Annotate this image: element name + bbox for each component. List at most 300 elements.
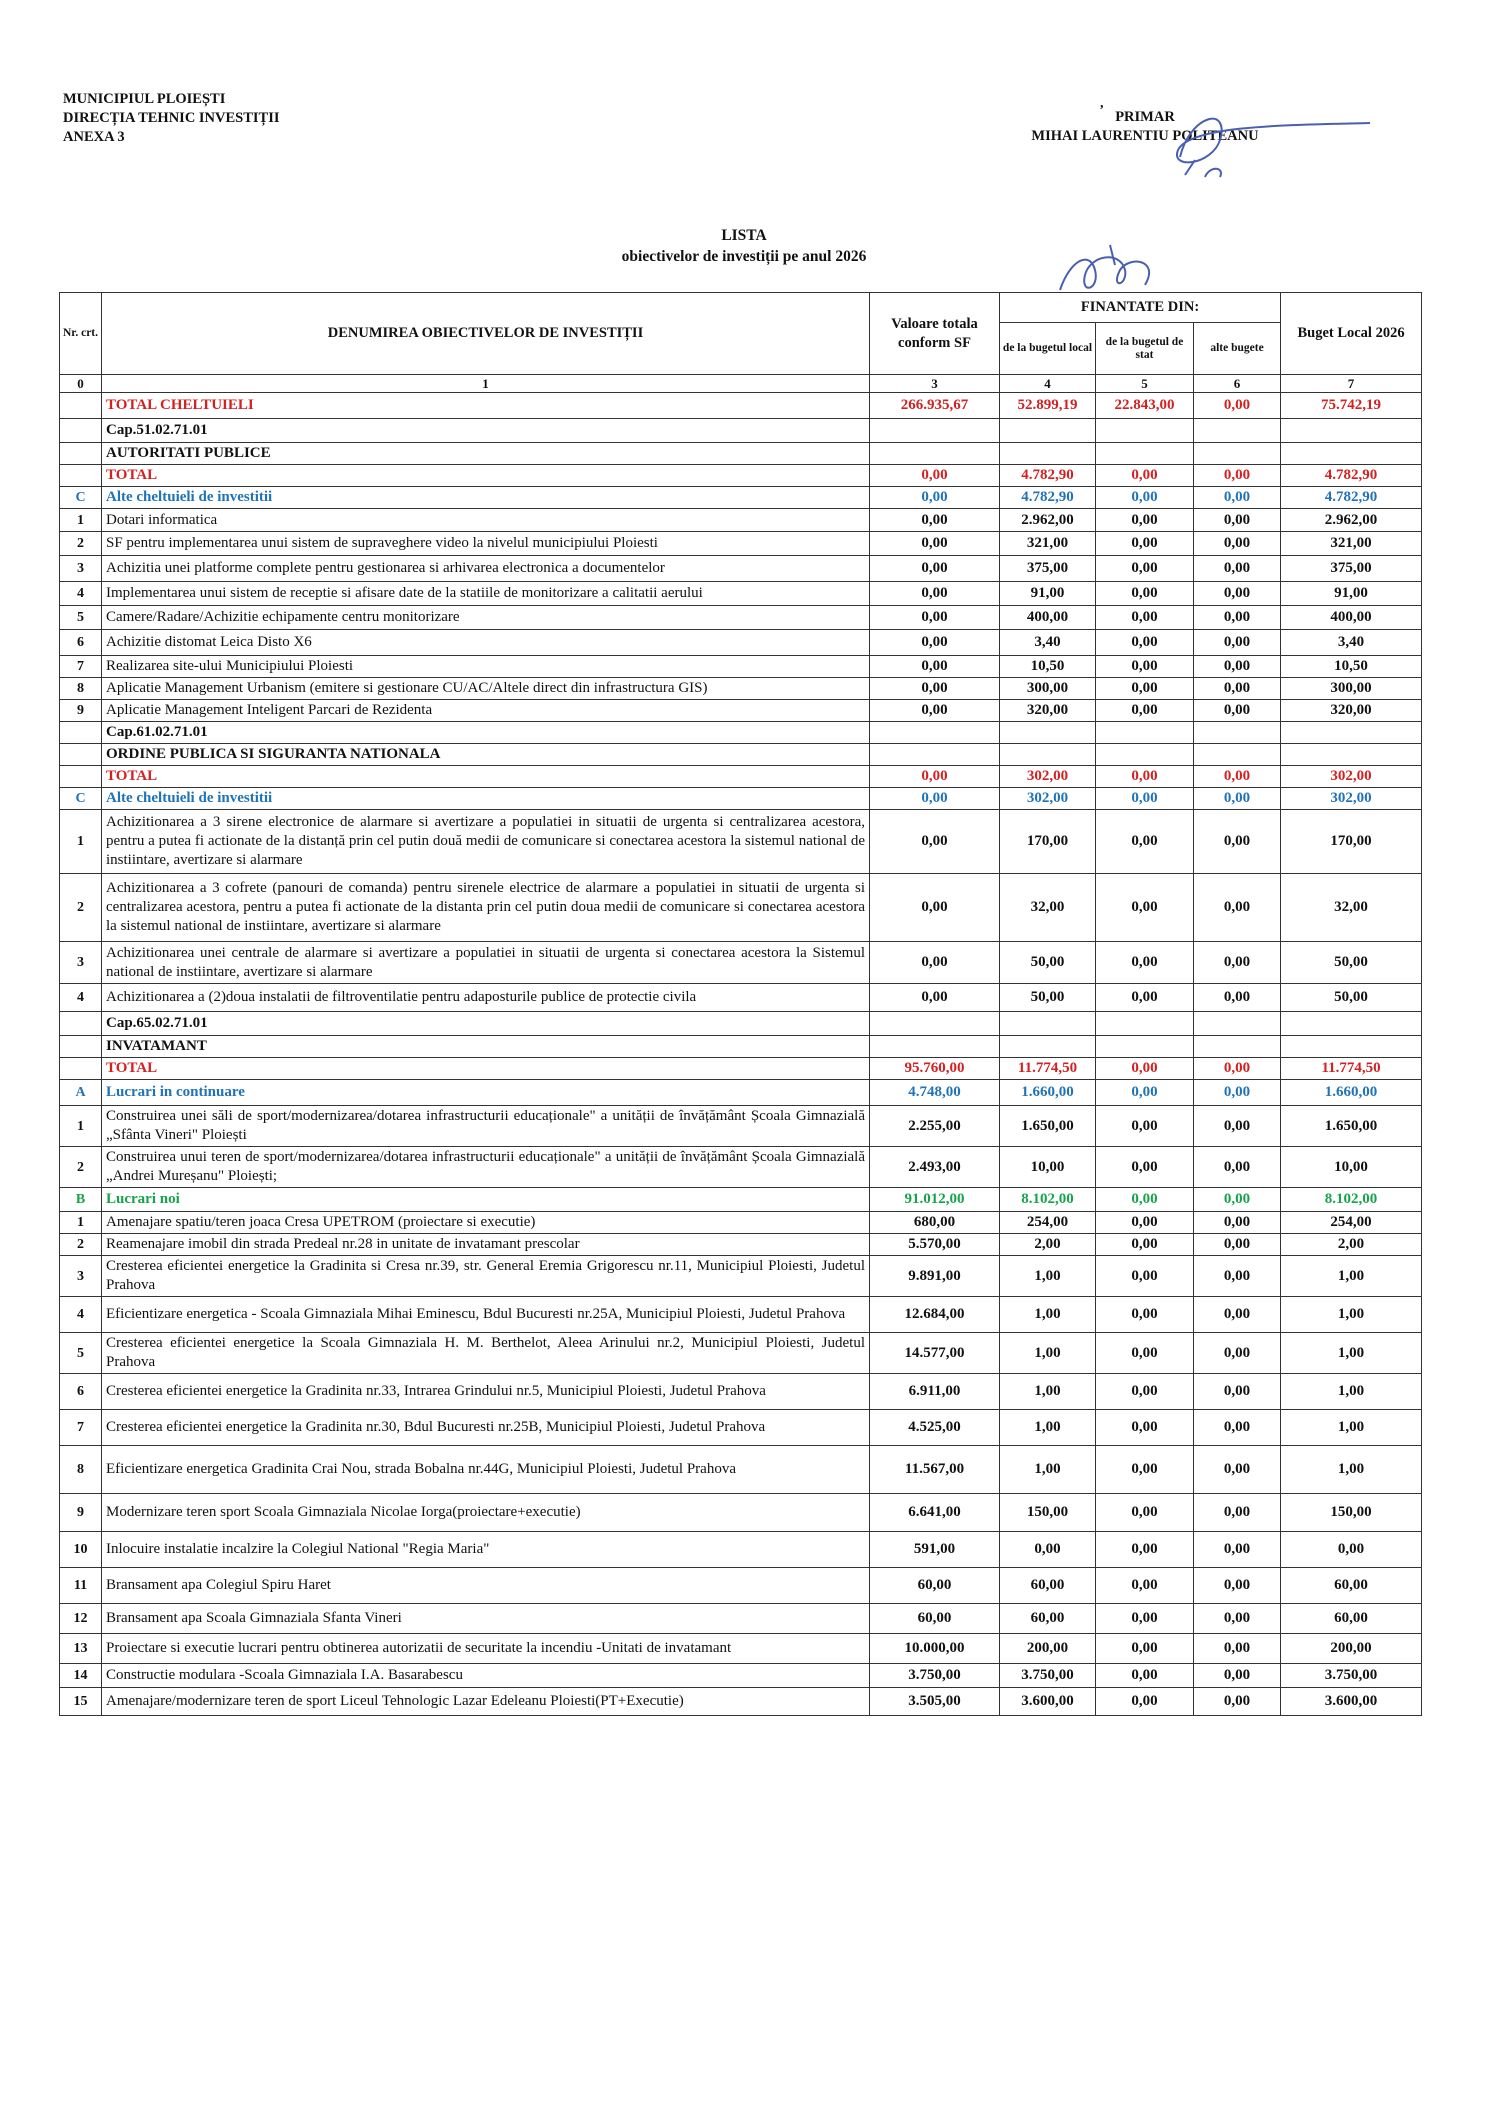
table-row (60, 1234, 1422, 1256)
value-buget-local (1000, 419, 1096, 443)
index-cell: 0 (60, 375, 102, 393)
value-buget-local: 3.750,00 (1000, 1664, 1096, 1688)
value-buget-local: 3,40 (1000, 630, 1096, 656)
row-number: 8 (60, 1446, 102, 1494)
value-buget-2026: 0,00 (1281, 1532, 1422, 1568)
row-number (60, 465, 102, 487)
value-total-sf (870, 722, 1000, 744)
row-number: 1 (60, 1106, 102, 1147)
value-alte-bugete: 0,00 (1194, 810, 1281, 874)
document-title (0, 225, 1488, 267)
table-row (60, 1532, 1422, 1568)
value-total-sf: 0,00 (870, 678, 1000, 700)
value-buget-stat: 0,00 (1096, 1234, 1194, 1256)
index-cell: 6 (1194, 375, 1281, 393)
value-buget-local: 52.899,19 (1000, 393, 1096, 419)
value-buget-local: 0,00 (1000, 1532, 1096, 1568)
table-row (60, 656, 1422, 678)
value-alte-bugete (1194, 722, 1281, 744)
table-row (60, 1256, 1422, 1297)
value-buget-2026 (1281, 1012, 1422, 1036)
value-buget-2026: 375,00 (1281, 556, 1422, 582)
row-name: Cresterea eficientei energetice la Scoala Gimnaziala H. M. Berthelot, Aleea Arinului nr.2, Municipiul Ploiesti, Judetul Prahova (102, 1333, 870, 1374)
value-buget-stat (1096, 1012, 1194, 1036)
value-alte-bugete: 0,00 (1194, 678, 1281, 700)
table-row (60, 509, 1422, 532)
value-buget-stat: 0,00 (1096, 582, 1194, 606)
row-name: Modernizare teren sport Scoala Gimnaziala Nicolae Iorga(proiectare+executie) (102, 1494, 870, 1532)
value-total-sf: 0,00 (870, 810, 1000, 874)
value-total-sf: 3.505,00 (870, 1688, 1000, 1716)
row-number: C (60, 487, 102, 509)
value-buget-2026: 3.600,00 (1281, 1688, 1422, 1716)
table-row (60, 722, 1422, 744)
value-buget-local: 10,50 (1000, 656, 1096, 678)
row-name: Aplicatie Management Inteligent Parcari de Rezidenta (102, 700, 870, 722)
row-name: Achizitionarea unei centrale de alarmare si avertizare a populatiei in situatii de urgenta si conectarea acestora la Sistemul national de instiintare, avertizare si alarmare (102, 942, 870, 984)
table-row (60, 1446, 1422, 1494)
value-alte-bugete: 0,00 (1194, 788, 1281, 810)
value-alte-bugete (1194, 1012, 1281, 1036)
row-name: Camere/Radare/Achizitie echipamente centru monitorizare (102, 606, 870, 630)
table-row (60, 465, 1422, 487)
value-alte-bugete (1194, 419, 1281, 443)
row-name: ORDINE PUBLICA SI SIGURANTA NATIONALA (102, 744, 870, 766)
table-row (60, 1494, 1422, 1532)
row-number: C (60, 788, 102, 810)
value-buget-local (1000, 443, 1096, 465)
value-buget-2026: 2.962,00 (1281, 509, 1422, 532)
row-name: Dotari informatica (102, 509, 870, 532)
institution-header (63, 90, 280, 147)
header-alte-bugete: alte bugete (1194, 323, 1281, 375)
value-buget-stat: 0,00 (1096, 1664, 1194, 1688)
table-row (60, 1212, 1422, 1234)
value-total-sf: 14.577,00 (870, 1333, 1000, 1374)
value-buget-stat: 0,00 (1096, 788, 1194, 810)
row-number: 5 (60, 606, 102, 630)
value-buget-stat: 0,00 (1096, 1333, 1194, 1374)
row-name: Inlocuire instalatie incalzire la Colegiul National "Regia Maria" (102, 1532, 870, 1568)
row-name: Achizitia unei platforme complete pentru gestionarea si arhivarea electronica a documentelor (102, 556, 870, 582)
value-total-sf (870, 443, 1000, 465)
table-row (60, 1568, 1422, 1604)
mayor-signature-icon (1150, 95, 1390, 185)
row-name: Cresterea eficientei energetice la Gradinita nr.30, Bdul Bucuresti nr.25B, Municipiul Ploiesti, Judetul Prahova (102, 1410, 870, 1446)
row-name: Cresterea eficientei energetice la Gradinita nr.33, Intrarea Grindului nr.5, Municipiul Ploiesti, Judetul Prahova (102, 1374, 870, 1410)
value-buget-2026: 4.782,90 (1281, 465, 1422, 487)
value-buget-local: 170,00 (1000, 810, 1096, 874)
table-row (60, 1188, 1422, 1212)
value-buget-stat: 0,00 (1096, 1532, 1194, 1568)
row-name: Realizarea site-ului Municipiului Ploiesti (102, 656, 870, 678)
value-total-sf: 0,00 (870, 582, 1000, 606)
table-row (60, 393, 1422, 419)
value-total-sf: 680,00 (870, 1212, 1000, 1234)
row-number (60, 766, 102, 788)
value-total-sf: 2.255,00 (870, 1106, 1000, 1147)
value-buget-stat: 0,00 (1096, 984, 1194, 1012)
table-row (60, 1634, 1422, 1664)
value-buget-stat: 0,00 (1096, 1494, 1194, 1532)
index-cell: 5 (1096, 375, 1194, 393)
row-name: Eficientizare energetica - Scoala Gimnaziala Mihai Eminescu, Bdul Bucuresti nr.25A, Municipiul Ploiesti, Judetul Prahova (102, 1297, 870, 1333)
row-name: Eficientizare energetica Gradinita Crai Nou, strada Bobalna nr.44G, Municipiul Ploiesti, Judetul Prahova (102, 1446, 870, 1494)
table-row (60, 700, 1422, 722)
value-buget-stat: 0,00 (1096, 874, 1194, 942)
value-buget-stat: 0,00 (1096, 1446, 1194, 1494)
value-buget-local: 1,00 (1000, 1333, 1096, 1374)
row-number: 6 (60, 630, 102, 656)
header-buget-local: de la bugetul local (1000, 323, 1096, 375)
value-buget-stat: 0,00 (1096, 1688, 1194, 1716)
value-alte-bugete: 0,00 (1194, 1212, 1281, 1234)
value-alte-bugete: 0,00 (1194, 393, 1281, 419)
row-name: Reamenajare imobil din strada Predeal nr.28 in unitate de invatamant prescolar (102, 1234, 870, 1256)
row-name: Amenajare/modernizare teren de sport Liceul Tehnologic Lazar Edeleanu Ploiesti(PT+Executie) (102, 1688, 870, 1716)
row-number: 3 (60, 1256, 102, 1297)
value-buget-2026: 200,00 (1281, 1634, 1422, 1664)
value-buget-stat: 0,00 (1096, 1568, 1194, 1604)
value-buget-stat: 0,00 (1096, 1106, 1194, 1147)
value-buget-stat (1096, 1036, 1194, 1058)
table-row (60, 1297, 1422, 1333)
value-alte-bugete: 0,00 (1194, 1147, 1281, 1188)
value-alte-bugete: 0,00 (1194, 1297, 1281, 1333)
row-number: 5 (60, 1333, 102, 1374)
value-buget-stat (1096, 744, 1194, 766)
value-alte-bugete (1194, 443, 1281, 465)
value-buget-2026: 91,00 (1281, 582, 1422, 606)
value-alte-bugete: 0,00 (1194, 1568, 1281, 1604)
table-row (60, 874, 1422, 942)
value-alte-bugete: 0,00 (1194, 487, 1281, 509)
value-buget-stat: 0,00 (1096, 1188, 1194, 1212)
value-total-sf: 0,00 (870, 532, 1000, 556)
value-buget-2026: 1,00 (1281, 1374, 1422, 1410)
table-row (60, 1058, 1422, 1080)
row-number (60, 744, 102, 766)
header-valoare: Valoare totala conform SF (870, 293, 1000, 375)
value-buget-stat (1096, 443, 1194, 465)
value-alte-bugete: 0,00 (1194, 556, 1281, 582)
value-buget-2026: 302,00 (1281, 788, 1422, 810)
row-number: 11 (60, 1568, 102, 1604)
table-row (60, 1410, 1422, 1446)
title-line-1: LISTA (721, 227, 767, 244)
value-buget-stat: 0,00 (1096, 942, 1194, 984)
header-nr: Nr. crt. (60, 293, 102, 375)
value-buget-2026 (1281, 722, 1422, 744)
row-number: 6 (60, 1374, 102, 1410)
mayor-name: MIHAI LAURENTIU POLITEANU (1031, 128, 1259, 144)
row-name: Cap.65.02.71.01 (102, 1012, 870, 1036)
value-buget-local: 50,00 (1000, 942, 1096, 984)
index-cell: 3 (870, 375, 1000, 393)
value-total-sf: 0,00 (870, 465, 1000, 487)
value-buget-2026: 1.660,00 (1281, 1080, 1422, 1106)
header-denumire: DENUMIREA OBIECTIVELOR DE INVESTIȚII (102, 293, 870, 375)
table-row (60, 1036, 1422, 1058)
value-buget-local: 1.660,00 (1000, 1080, 1096, 1106)
row-name: Achizitionarea a 3 sirene electronice de alarmare si avertizare a populatiei in situatii de urgenta si centralizarea acestora, pentru a putea fi actionate de la distanță prin cel putin două medii de comunicare si conectarea acestora la sistemul national de instiintare, avertizare si alarmare (102, 810, 870, 874)
row-name: TOTAL (102, 1058, 870, 1080)
table-row (60, 443, 1422, 465)
value-buget-stat: 0,00 (1096, 1147, 1194, 1188)
value-buget-stat: 0,00 (1096, 606, 1194, 630)
value-total-sf (870, 744, 1000, 766)
value-total-sf: 11.567,00 (870, 1446, 1000, 1494)
value-alte-bugete: 0,00 (1194, 1664, 1281, 1688)
value-alte-bugete: 0,00 (1194, 606, 1281, 630)
row-name: Cap.51.02.71.01 (102, 419, 870, 443)
value-alte-bugete: 0,00 (1194, 656, 1281, 678)
row-name: Cap.61.02.71.01 (102, 722, 870, 744)
value-total-sf (870, 1012, 1000, 1036)
row-name: Amenajare spatiu/teren joaca Cresa UPETROM (proiectare si executie) (102, 1212, 870, 1234)
value-buget-stat: 22.843,00 (1096, 393, 1194, 419)
row-number: 13 (60, 1634, 102, 1664)
row-number (60, 393, 102, 419)
value-buget-stat: 0,00 (1096, 532, 1194, 556)
index-cell: 4 (1000, 375, 1096, 393)
value-buget-2026: 4.782,90 (1281, 487, 1422, 509)
value-alte-bugete: 0,00 (1194, 582, 1281, 606)
value-alte-bugete: 0,00 (1194, 630, 1281, 656)
value-alte-bugete (1194, 1036, 1281, 1058)
value-alte-bugete: 0,00 (1194, 766, 1281, 788)
row-name: INVATAMANT (102, 1036, 870, 1058)
value-alte-bugete: 0,00 (1194, 1532, 1281, 1568)
value-buget-2026: 254,00 (1281, 1212, 1422, 1234)
value-total-sf: 0,00 (870, 942, 1000, 984)
value-total-sf: 6.641,00 (870, 1494, 1000, 1532)
table-row (60, 419, 1422, 443)
value-buget-local: 320,00 (1000, 700, 1096, 722)
value-buget-local: 302,00 (1000, 788, 1096, 810)
value-buget-stat: 0,00 (1096, 700, 1194, 722)
value-buget-local: 150,00 (1000, 1494, 1096, 1532)
value-buget-stat: 0,00 (1096, 465, 1194, 487)
row-number (60, 1058, 102, 1080)
value-buget-2026: 11.774,50 (1281, 1058, 1422, 1080)
value-alte-bugete: 0,00 (1194, 1634, 1281, 1664)
header-buget-2026: Buget Local 2026 (1281, 293, 1422, 375)
table-row (60, 678, 1422, 700)
value-total-sf: 0,00 (870, 788, 1000, 810)
value-total-sf: 4.748,00 (870, 1080, 1000, 1106)
value-buget-local: 4.782,90 (1000, 465, 1096, 487)
value-buget-2026: 321,00 (1281, 532, 1422, 556)
value-buget-stat: 0,00 (1096, 487, 1194, 509)
row-name: Lucrari in continuare (102, 1080, 870, 1106)
value-buget-local: 1.650,00 (1000, 1106, 1096, 1147)
value-buget-stat: 0,00 (1096, 810, 1194, 874)
table-row (60, 1604, 1422, 1634)
row-name: AUTORITATI PUBLICE (102, 443, 870, 465)
value-buget-local: 300,00 (1000, 678, 1096, 700)
tick-mark: , (1100, 96, 1104, 111)
row-number: 2 (60, 1147, 102, 1188)
row-number (60, 1012, 102, 1036)
row-name: Proiectare si executie lucrari pentru obtinerea autorizatii de securitate la incendiu -Unitati de invatamant (102, 1634, 870, 1664)
table-row (60, 1333, 1422, 1374)
row-name: Lucrari noi (102, 1188, 870, 1212)
table-row (60, 1012, 1422, 1036)
value-total-sf: 3.750,00 (870, 1664, 1000, 1688)
row-number: B (60, 1188, 102, 1212)
value-buget-2026: 1,00 (1281, 1297, 1422, 1333)
value-buget-local (1000, 722, 1096, 744)
row-name: Construirea unei săli de sport/modernizarea/dotarea infrastructurii educaționale" a unității de învățământ Școala Gimnazială „Sfânta Vineri" Ploiești (102, 1106, 870, 1147)
value-buget-stat: 0,00 (1096, 656, 1194, 678)
value-total-sf: 9.891,00 (870, 1256, 1000, 1297)
value-alte-bugete: 0,00 (1194, 984, 1281, 1012)
row-name: Bransament apa Colegiul Spiru Haret (102, 1568, 870, 1604)
value-buget-2026: 300,00 (1281, 678, 1422, 700)
value-buget-2026: 60,00 (1281, 1604, 1422, 1634)
table-row (60, 810, 1422, 874)
row-name: Achizitie distomat Leica Disto X6 (102, 630, 870, 656)
row-number: 2 (60, 1234, 102, 1256)
value-buget-local: 200,00 (1000, 1634, 1096, 1664)
row-name: TOTAL (102, 766, 870, 788)
row-number: 2 (60, 874, 102, 942)
table-row (60, 532, 1422, 556)
value-buget-2026: 3.750,00 (1281, 1664, 1422, 1688)
table-row (60, 556, 1422, 582)
value-total-sf: 0,00 (870, 656, 1000, 678)
table-row (60, 984, 1422, 1012)
value-buget-stat: 0,00 (1096, 1297, 1194, 1333)
value-buget-2026: 302,00 (1281, 766, 1422, 788)
row-number: 1 (60, 810, 102, 874)
value-buget-stat: 0,00 (1096, 1212, 1194, 1234)
row-name: Implementarea unui sistem de receptie si afisare date de la statiile de monitorizare a calitatii aerului (102, 582, 870, 606)
table-row (60, 1147, 1422, 1188)
value-total-sf: 95.760,00 (870, 1058, 1000, 1080)
value-alte-bugete: 0,00 (1194, 465, 1281, 487)
value-buget-2026: 170,00 (1281, 810, 1422, 874)
value-buget-2026: 400,00 (1281, 606, 1422, 630)
value-alte-bugete: 0,00 (1194, 1688, 1281, 1716)
value-buget-local: 1,00 (1000, 1256, 1096, 1297)
value-buget-stat: 0,00 (1096, 1374, 1194, 1410)
value-buget-stat: 0,00 (1096, 1634, 1194, 1664)
row-number (60, 1036, 102, 1058)
row-number: 4 (60, 984, 102, 1012)
row-name: Alte cheltuieli de investitii (102, 487, 870, 509)
value-buget-local: 60,00 (1000, 1604, 1096, 1634)
value-total-sf: 2.493,00 (870, 1147, 1000, 1188)
value-buget-local: 3.600,00 (1000, 1688, 1096, 1716)
title-line-2: obiectivelor de investiții pe anul 2026 (621, 248, 867, 265)
row-number: 2 (60, 532, 102, 556)
value-buget-stat: 0,00 (1096, 630, 1194, 656)
value-buget-local (1000, 1036, 1096, 1058)
table-body (60, 393, 1422, 1716)
value-buget-stat (1096, 722, 1194, 744)
value-buget-2026: 1,00 (1281, 1446, 1422, 1494)
value-total-sf: 0,00 (870, 556, 1000, 582)
value-total-sf: 0,00 (870, 509, 1000, 532)
row-number: 3 (60, 942, 102, 984)
value-buget-local: 4.782,90 (1000, 487, 1096, 509)
value-buget-2026: 1,00 (1281, 1256, 1422, 1297)
value-alte-bugete: 0,00 (1194, 1446, 1281, 1494)
value-buget-2026: 3,40 (1281, 630, 1422, 656)
value-buget-stat: 0,00 (1096, 1410, 1194, 1446)
value-alte-bugete: 0,00 (1194, 1058, 1281, 1080)
value-total-sf: 0,00 (870, 984, 1000, 1012)
row-number: 1 (60, 1212, 102, 1234)
value-buget-2026 (1281, 419, 1422, 443)
value-alte-bugete: 0,00 (1194, 532, 1281, 556)
index-cell: 7 (1281, 375, 1422, 393)
value-buget-local: 302,00 (1000, 766, 1096, 788)
row-name: Alte cheltuieli de investitii (102, 788, 870, 810)
row-number: 8 (60, 678, 102, 700)
row-name: SF pentru implementarea unui sistem de supraveghere video la nivelul municipiului Ploiesti (102, 532, 870, 556)
value-alte-bugete: 0,00 (1194, 1410, 1281, 1446)
value-total-sf: 0,00 (870, 487, 1000, 509)
value-buget-2026: 1.650,00 (1281, 1106, 1422, 1147)
value-buget-2026: 320,00 (1281, 700, 1422, 722)
table-row (60, 788, 1422, 810)
value-buget-2026: 1,00 (1281, 1333, 1422, 1374)
value-alte-bugete: 0,00 (1194, 1080, 1281, 1106)
value-buget-stat: 0,00 (1096, 1080, 1194, 1106)
table-row (60, 1688, 1422, 1716)
value-buget-local: 11.774,50 (1000, 1058, 1096, 1080)
value-alte-bugete: 0,00 (1194, 1374, 1281, 1410)
value-alte-bugete: 0,00 (1194, 509, 1281, 532)
value-buget-stat: 0,00 (1096, 1256, 1194, 1297)
value-buget-2026: 60,00 (1281, 1568, 1422, 1604)
header-line-3: ANEXA 3 (63, 129, 125, 145)
value-total-sf: 591,00 (870, 1532, 1000, 1568)
value-buget-stat: 0,00 (1096, 1058, 1194, 1080)
value-buget-stat: 0,00 (1096, 678, 1194, 700)
value-alte-bugete: 0,00 (1194, 942, 1281, 984)
row-number: 7 (60, 1410, 102, 1446)
header-buget-stat: de la bugetul de stat (1096, 323, 1194, 375)
table-row (60, 1106, 1422, 1147)
value-buget-2026 (1281, 1036, 1422, 1058)
value-buget-2026: 50,00 (1281, 942, 1422, 984)
row-name: Achizitionarea a 3 cofrete (panouri de comanda) pentru sirenele electrice de alarmare a populatiei in situatii de urgenta si centralizarea acestora, pentru a putea fi actionate de la distanta prin cel putin doua medii de comunicare si conectarea acestora la sistemul national de instiintare, avertizare si alarmare (102, 874, 870, 942)
row-number: 9 (60, 1494, 102, 1532)
row-name: TOTAL CHELTUIELI (102, 393, 870, 419)
table-row (60, 942, 1422, 984)
value-buget-stat (1096, 419, 1194, 443)
value-buget-local: 1,00 (1000, 1446, 1096, 1494)
value-total-sf: 266.935,67 (870, 393, 1000, 419)
value-total-sf: 0,00 (870, 700, 1000, 722)
table-row (60, 744, 1422, 766)
value-buget-2026: 2,00 (1281, 1234, 1422, 1256)
value-buget-local: 32,00 (1000, 874, 1096, 942)
value-buget-2026: 32,00 (1281, 874, 1422, 942)
value-buget-2026 (1281, 443, 1422, 465)
row-name: Bransament apa Scoala Gimnaziala Sfanta Vineri (102, 1604, 870, 1634)
table-row (60, 1664, 1422, 1688)
value-total-sf (870, 1036, 1000, 1058)
row-number: 4 (60, 582, 102, 606)
value-alte-bugete: 0,00 (1194, 1106, 1281, 1147)
value-alte-bugete: 0,00 (1194, 1604, 1281, 1634)
value-buget-local: 375,00 (1000, 556, 1096, 582)
